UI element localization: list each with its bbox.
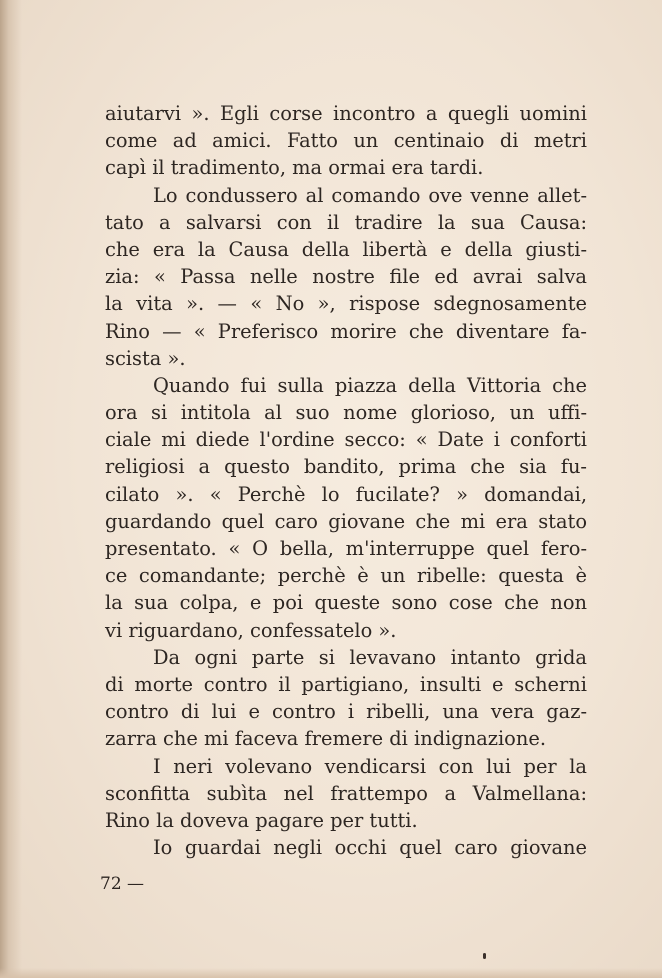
- text-line: vi riguardano, confessatelo ».: [105, 618, 397, 642]
- text-line: cilato ». « Perchè lo fucilate? » domandai,: [105, 482, 587, 506]
- spine-shadow: [0, 0, 22, 978]
- paragraph-start-line: I neri volevano vendicarsi con lui per la: [153, 754, 587, 778]
- text-line: sconfitta subìta nel frattempo a Valmellana:: [105, 781, 587, 805]
- text-line: presentato. « O bella, m'interruppe quel fero-: [105, 537, 587, 560]
- text-line: religiosi a questo bandito, prima che sia fu-: [105, 455, 587, 479]
- text-line: Rino la doveva pagare per tutti.: [105, 808, 418, 832]
- body-text: [105, 100, 587, 861]
- text-line: ce comandante; perchè è un ribelle: questa è: [105, 564, 587, 588]
- text-line: ora si intitola al suo nome glorioso, un uffi-: [105, 401, 587, 425]
- text-line: che era la Causa della libertà e della giusti-: [105, 237, 587, 261]
- text-line: di morte contro il partigiano, insulti e scherni: [105, 672, 587, 696]
- text-line: Rino — « Preferisco morire che diventare fa-: [105, 319, 587, 343]
- text-line: tato a salvarsi con il tradire la sua Causa:: [105, 210, 587, 234]
- text-line: zarra che mi faceva fremere di indignazione.: [105, 727, 546, 751]
- text-line: scista ».: [105, 346, 186, 370]
- paragraph-start-line: Lo condussero al comando ove venne allet-: [153, 183, 587, 207]
- text-line: contro di lui e contro i ribelli, una vera gaz-: [105, 700, 587, 724]
- paragraph-start-line: Io guardai negli occhi quel caro giovane: [153, 836, 587, 860]
- text-line: la sua colpa, e poi queste sono cose che non: [105, 591, 587, 615]
- paragraph-start-line: Da ogni parte si levavano intanto grida: [153, 645, 587, 669]
- text-line: ciale mi diede l'ordine secco: « Date i conforti: [105, 428, 587, 452]
- text-line: la vita ». — « No », rispose sdegnosamente: [105, 292, 587, 316]
- text-line: aiutarvi ». Egli corse incontro a quegli uomini: [105, 102, 587, 125]
- ink-speck: [483, 953, 486, 959]
- text-line: come ad amici. Fatto un centinaio di metri: [105, 129, 587, 153]
- text-line: zia: « Passa nelle nostre file ed avrai salva: [105, 265, 587, 289]
- text-line: guardando quel caro giovane che mi era stato: [105, 509, 587, 533]
- page-number: 72 —: [100, 874, 145, 894]
- paragraph-start-line: Quando fui sulla piazza della Vittoria che: [153, 373, 587, 397]
- text-line: capì il tradimento, ma ormai era tardi.: [105, 156, 484, 180]
- page-edge: [0, 968, 662, 978]
